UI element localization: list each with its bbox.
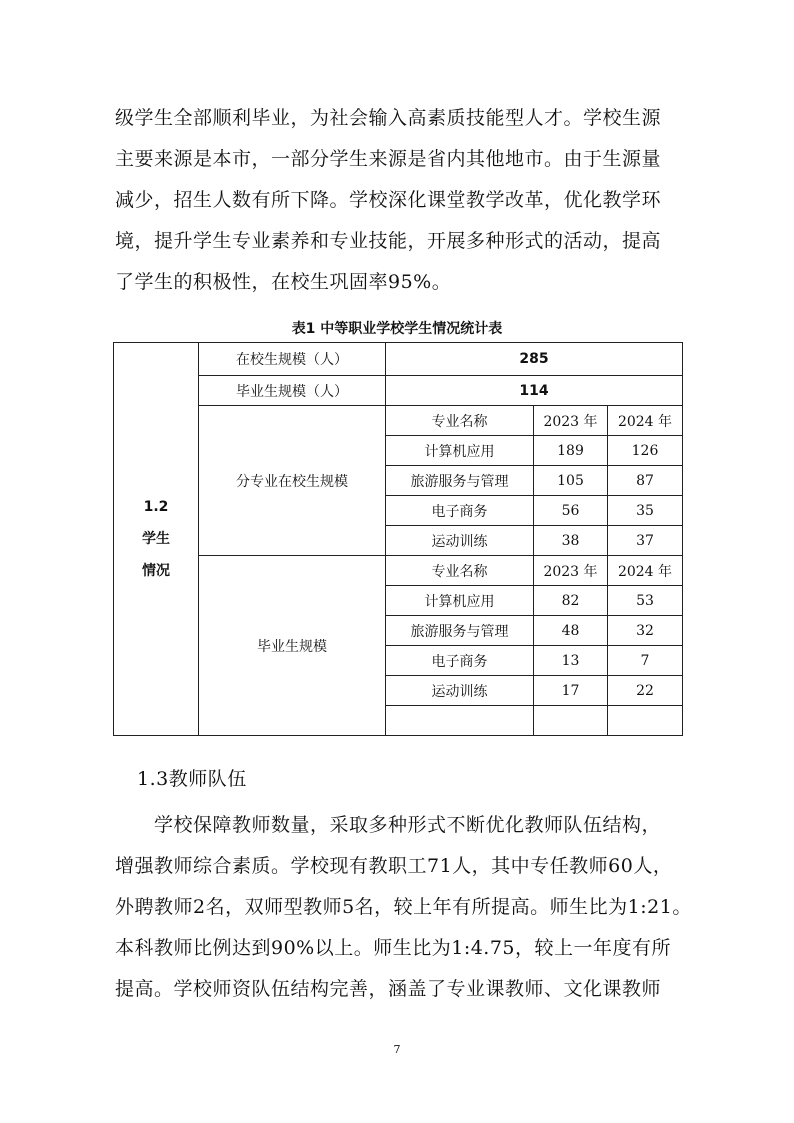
- value-2023: 17: [534, 676, 608, 706]
- page-number: 7: [393, 1043, 401, 1056]
- value-2024: 35: [608, 496, 683, 526]
- enrolled-by-major-label: 分专业在校生规模: [199, 406, 386, 556]
- major-name: 旅游服务与管理: [386, 616, 534, 646]
- table-row: [114, 343, 683, 376]
- header-year-2023: 2023 年: [534, 556, 608, 586]
- value-2024: 87: [608, 466, 683, 496]
- paragraph-line: 了学生的积极性，在校生巩固率95%。: [115, 271, 452, 293]
- value-2023: 56: [534, 496, 608, 526]
- value-2023: 189: [534, 436, 608, 466]
- value-2023: 82: [534, 586, 608, 616]
- major-name: 计算机应用: [386, 586, 534, 616]
- section-number: 1.2: [143, 499, 169, 515]
- value-2023: 105: [534, 466, 608, 496]
- student-statistics-table: [113, 342, 683, 736]
- paragraph-line: 提高。学校师资队伍结构完善，涵盖了专业课教师、文化课教师: [115, 978, 662, 1000]
- value-2024: 53: [608, 586, 683, 616]
- paragraph-line: 级学生全部顺利毕业，为社会输入高素质技能型人才。学校生源: [115, 107, 662, 129]
- graduate-value: 114: [386, 376, 683, 406]
- paragraph-line: 增强教师综合素质。学校现有教职工71人，其中专任教师60人，: [115, 855, 673, 877]
- enrolled-label: 在校生规模（人）: [199, 343, 386, 376]
- major-name: 运动训练: [386, 676, 534, 706]
- value-2023: 13: [534, 646, 608, 676]
- value-2023: 38: [534, 526, 608, 556]
- header-year-2024: 2024 年: [608, 556, 683, 586]
- table-row: [114, 406, 683, 436]
- section-word-1: 学生: [142, 531, 170, 547]
- header-major: 专业名称: [386, 406, 534, 436]
- graduates-by-major-label: 毕业生规模: [199, 556, 386, 736]
- graduate-label: 毕业生规模（人）: [199, 376, 386, 406]
- major-name: 运动训练: [386, 526, 534, 556]
- enrolled-value: 285: [386, 343, 683, 376]
- paragraph-line: 学校保障教师数量，采取多种形式不断优化教师队伍结构，: [115, 814, 662, 836]
- paragraph-line: 境，提升学生专业素养和专业技能，开展多种形式的活动，提高: [115, 230, 662, 252]
- major-name: 电子商务: [386, 646, 534, 676]
- value-2024: 37: [608, 526, 683, 556]
- value-2024: 126: [608, 436, 683, 466]
- value-2024: 22: [608, 676, 683, 706]
- header-major: 专业名称: [386, 556, 534, 586]
- paragraph-line: 减少，招生人数有所下降。学校深化课堂教学改革，优化教学环: [115, 189, 662, 211]
- paragraph-line: 本科教师比例达到90%以上。师生比为1:4.75，较上一年度有所: [115, 937, 672, 959]
- section-heading: 1.3教师队伍: [137, 768, 247, 790]
- major-name: 电子商务: [386, 496, 534, 526]
- header-year-2024: 2024 年: [608, 406, 683, 436]
- table-row: [114, 376, 683, 406]
- major-name: [386, 706, 534, 736]
- section-word-2: 情况: [142, 563, 170, 579]
- header-year-2023: 2023 年: [534, 406, 608, 436]
- value-2024: 7: [608, 646, 683, 676]
- table-caption: 表1 中等职业学校学生情况统计表: [291, 321, 503, 337]
- value-2024: 32: [608, 616, 683, 646]
- value-2024: [608, 706, 683, 736]
- paragraph-line: 主要来源是本市，一部分学生来源是省内其他地市。由于生源量: [115, 148, 662, 170]
- major-name: 旅游服务与管理: [386, 466, 534, 496]
- value-2023: 48: [534, 616, 608, 646]
- major-name: 计算机应用: [386, 436, 534, 466]
- paragraph-line: 外聘教师2名，双师型教师5名，较上年有所提高。师生比为1:21。: [115, 896, 692, 918]
- value-2023: [534, 706, 608, 736]
- section-label-cell: [114, 343, 199, 736]
- table-row: [114, 556, 683, 586]
